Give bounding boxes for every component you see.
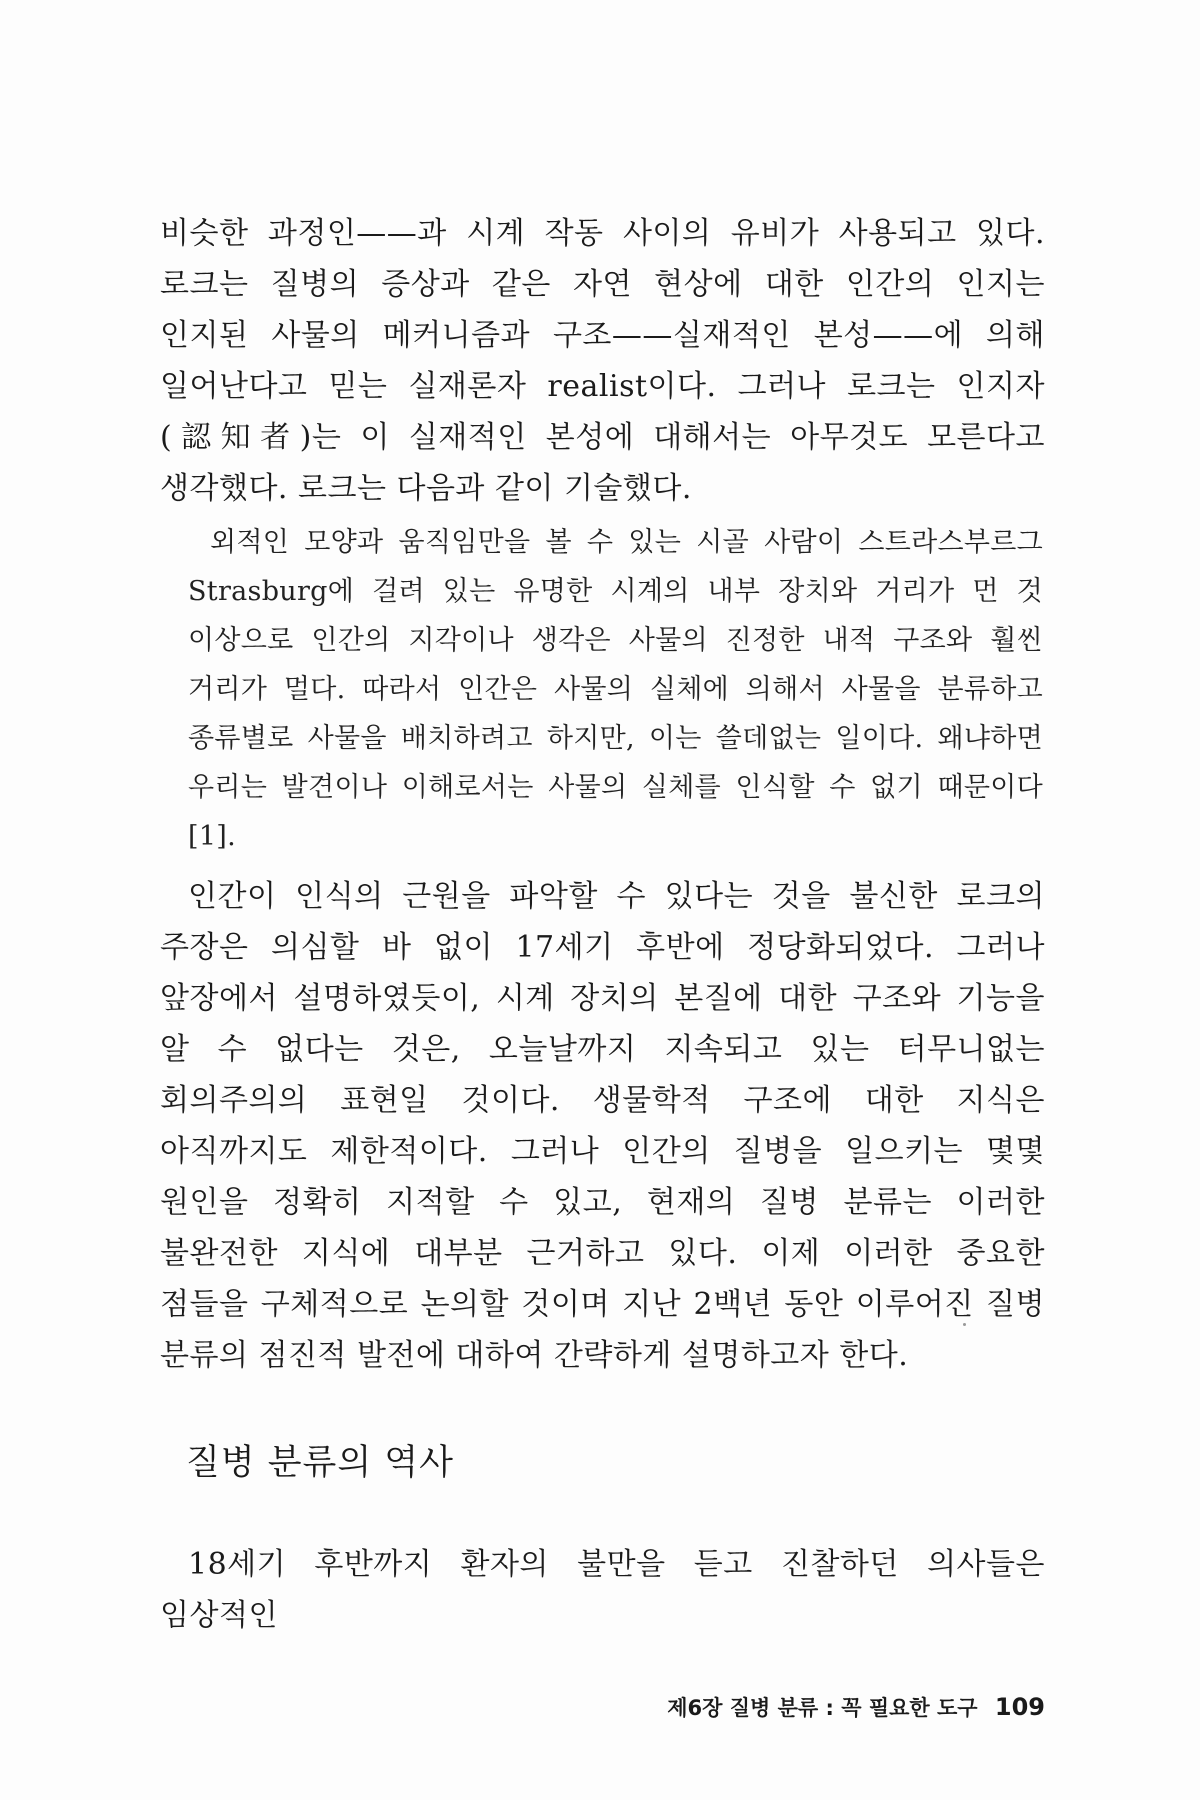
body-paragraph-1: 비슷한 과정인——과 시계 작동 사이의 유비가 사용되고 있다. 로크는 질병의 증상과 같은 자연 현상에 대한 인간의 인지는 인지된 사물의 메커니즘과 구조——실재적인 본성——에 의해 일어난다고 믿는 실재론자 realist이다. 그러나 로크는 인지자(認知者)는 이 실재적인 본성에 대해서는 아무것도 모른다고 생각했다. 로크는 다음과 같이 기술했다.	[160, 216, 1045, 506]
block-quote: 외적인 모양과 움직임만을 볼 수 있는 시골 사람이 스트라스부르그 Strasburg에 걸려 있는 유명한 시계의 내부 장치와 거리가 먼 것 이상으로 인간의 지각이나 생각은 사물의 진정한 내적 구조와 훨씬 거리가 멀다. 따라서 인간은 사물의 실체에 의해서 사물을 분류하고 종류별로 사물을 배치하려고 하지만, 이는 쓸데없는 일이다. 왜냐하면 우리는 발견이나 이해로서는 사물의 실체를 인식할 수 없기 때문이다[1].	[188, 527, 1043, 852]
page-number: 109	[994, 1693, 1045, 1721]
body-paragraph-3: 18세기 후반까지 환자의 불만을 듣고 진찰하던 의사들은 임상적인	[160, 1547, 1045, 1633]
stray-dot-mark	[963, 1323, 966, 1326]
body-paragraph-2: 인간이 인식의 근원을 파악할 수 있다는 것을 불신한 로크의 주장은 의심할 바 없이 17세기 후반에 정당화되었다. 그러나 앞장에서 설명하였듯이, 시계 장치의 본질에 대한 구조와 기능을 알 수 없다는 것은, 오늘날까지 지속되고 있는 터무니없는 회의주의의 표현일 것이다. 생물학적 구조에 대한 지식은 아직까지도 제한적이다. 그러나 인간의 질병을 일으키는 몇몇 원인을 정확히 지적할 수 있고, 현재의 질병 분류는 이러한 불완전한 지식에 대부분 근거하고 있다. 이제 이러한 중요한 점들을 구체적으로 논의할 것이며 지난 2백년 동안 이루어진 질병 분류의 점진적 발전에 대하여 간략하게 설명하고자 한다.	[160, 879, 1045, 1373]
section-heading: 질병 분류의 역사	[186, 1443, 454, 1483]
chapter-title: 제6장 질병 분류 : 꼭 필요한 도구	[667, 1696, 978, 1720]
running-footer	[640, 1692, 1045, 1722]
